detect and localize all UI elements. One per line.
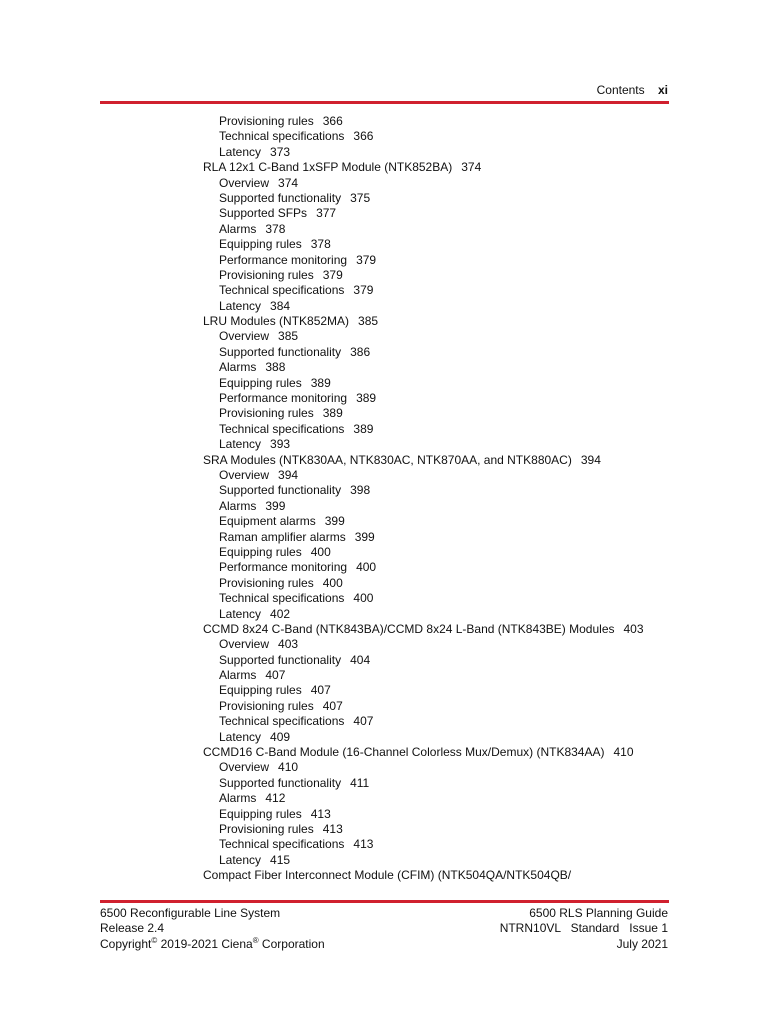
- toc-entry-page: 400: [353, 591, 374, 606]
- table-of-contents: [203, 114, 644, 884]
- toc-entry-title: Supported functionality: [219, 344, 342, 359]
- toc-section-entry[interactable]: [203, 176, 644, 191]
- copyright-years-company: 2019-2021 Ciena: [157, 936, 253, 951]
- toc-entry-title: Provisioning rules: [219, 267, 314, 282]
- toc-entry-title: Technical specifications: [219, 421, 345, 436]
- toc-entry-title: Raman amplifier alarms: [219, 529, 346, 544]
- toc-entry-title: Compact Fiber Interconnect Module (CFIM) (NTK504QA/NTK504QB/: [203, 868, 572, 883]
- footer-left: [100, 906, 325, 952]
- toc-entry-title: Overview: [219, 467, 270, 482]
- footer-rule: [100, 900, 669, 903]
- toc-section-entry[interactable]: [203, 730, 644, 745]
- toc-section-entry[interactable]: [203, 253, 644, 268]
- toc-section-entry[interactable]: [203, 422, 644, 437]
- toc-entry-title: Provisioning rules: [219, 698, 314, 713]
- toc-entry-title: Alarms: [219, 360, 257, 375]
- toc-entry-title: LRU Modules (NTK852MA): [203, 314, 350, 329]
- footer-right: [500, 906, 668, 952]
- toc-entry-page: 413: [353, 837, 374, 852]
- toc-entry-title: Overview: [219, 175, 270, 190]
- toc-entry-title: Equipping rules: [219, 683, 302, 698]
- toc-entry-title: Supported functionality: [219, 652, 342, 667]
- toc-entry-page: 389: [310, 375, 331, 390]
- toc-entry-title: Equipping rules: [219, 375, 302, 390]
- footer-copyright: [100, 937, 325, 952]
- toc-entry-page: 415: [270, 852, 291, 867]
- toc-entry-title: RLA 12x1 C-Band 1xSFP Module (NTK852BA): [203, 160, 453, 175]
- toc-entry-page: 394: [580, 452, 601, 467]
- toc-section-entry[interactable]: [203, 591, 644, 606]
- toc-section-entry[interactable]: [203, 437, 644, 452]
- toc-entry-page: 399: [265, 498, 286, 513]
- toc-entry-title: Supported functionality: [219, 190, 342, 205]
- toc-entry-page: 407: [310, 683, 331, 698]
- toc-section-entry[interactable]: [203, 268, 644, 283]
- toc-chapter-entry[interactable]: [203, 622, 644, 637]
- toc-chapter-entry[interactable]: [203, 160, 644, 175]
- toc-entry-page: 400: [310, 544, 331, 559]
- toc-entry-title: Provisioning rules: [219, 114, 314, 128]
- toc-entry-title: Supported functionality: [219, 775, 342, 790]
- header-rule: [100, 101, 669, 104]
- toc-entry-title: Latency: [219, 298, 262, 313]
- copyright-prefix: Copyright: [100, 936, 152, 951]
- toc-section-entry[interactable]: [203, 530, 644, 545]
- toc-entry-page: 399: [354, 529, 375, 544]
- header-page-number: xi: [657, 83, 668, 97]
- toc-section-entry[interactable]: [203, 191, 644, 206]
- toc-entry-page: 398: [350, 483, 371, 498]
- toc-entry-title: Performance monitoring: [219, 391, 348, 406]
- toc-entry-page: 393: [270, 437, 291, 452]
- toc-chapter-entry[interactable]: [203, 314, 644, 329]
- toc-section-entry[interactable]: [203, 545, 644, 560]
- toc-entry-page: 403: [623, 621, 644, 636]
- toc-entry-page: 374: [278, 175, 299, 190]
- toc-entry-title: SRA Modules (NTK830AA, NTK830AC, NTK870AA, and NTK880AC): [203, 452, 572, 467]
- copyright-symbol: ©: [151, 935, 158, 945]
- toc-entry-title: Supported SFPs: [219, 206, 308, 221]
- toc-section-entry[interactable]: [203, 699, 644, 714]
- toc-section-entry[interactable]: [203, 145, 644, 160]
- toc-entry-title: Provisioning rules: [219, 575, 314, 590]
- toc-entry-title: Latency: [219, 852, 262, 867]
- footer-release: Release 2.4: [100, 921, 165, 936]
- toc-entry-page: 410: [613, 745, 634, 760]
- header-section-label: Contents: [596, 83, 645, 97]
- toc-section-entry[interactable]: [203, 791, 644, 806]
- toc-entry-title: Supported functionality: [219, 483, 342, 498]
- toc-entry-page: 413: [310, 806, 331, 821]
- toc-section-entry[interactable]: [203, 822, 644, 837]
- toc-entry-page: 389: [353, 421, 374, 436]
- toc-section-entry[interactable]: [203, 406, 644, 421]
- toc-section-entry[interactable]: [203, 483, 644, 498]
- toc-entry-title: Latency: [219, 606, 262, 621]
- toc-section-entry[interactable]: [203, 360, 644, 375]
- toc-section-entry[interactable]: [203, 345, 644, 360]
- toc-section-entry[interactable]: [203, 129, 644, 144]
- toc-section-entry[interactable]: [203, 714, 644, 729]
- toc-entry-title: Overview: [219, 329, 270, 344]
- toc-entry-page: 388: [265, 360, 286, 375]
- toc-entry-page: 366: [353, 129, 374, 144]
- toc-entry-title: Equipping rules: [219, 237, 302, 252]
- toc-entry-title: CCMD16 C-Band Module (16-Channel Colorless Mux/Demux) (NTK834AA): [203, 745, 605, 760]
- toc-entry-page: 389: [322, 406, 343, 421]
- toc-entry-title: Alarms: [219, 668, 257, 683]
- toc-section-entry[interactable]: [203, 206, 644, 221]
- toc-entry-page: 379: [322, 267, 343, 282]
- toc-entry-page: 400: [322, 575, 343, 590]
- toc-entry-page: 373: [270, 144, 291, 159]
- toc-entry-title: Provisioning rules: [219, 821, 314, 836]
- toc-entry-page: 366: [322, 114, 343, 128]
- toc-section-entry[interactable]: [203, 283, 644, 298]
- toc-entry-title: Equipment alarms: [219, 514, 316, 529]
- toc-section-entry[interactable]: [203, 222, 644, 237]
- toc-entry-title: Provisioning rules: [219, 406, 314, 421]
- toc-entry-title: Technical specifications: [219, 837, 345, 852]
- toc-entry-title: Technical specifications: [219, 714, 345, 729]
- footer-product: 6500 Reconfigurable Line System: [100, 906, 281, 920]
- registered-symbol: ®: [252, 935, 259, 945]
- toc-entry-title: Technical specifications: [219, 129, 345, 144]
- toc-entry-page: 385: [358, 314, 379, 329]
- toc-section-entry[interactable]: [203, 237, 644, 252]
- toc-entry-page: 404: [350, 652, 371, 667]
- toc-entry-page: 384: [270, 298, 291, 313]
- toc-section-entry[interactable]: [203, 837, 644, 852]
- toc-entry-page: 413: [322, 821, 343, 836]
- toc-entry-page: 402: [270, 606, 291, 621]
- toc-entry-title: Equipping rules: [219, 544, 302, 559]
- toc-section-entry[interactable]: [203, 653, 644, 668]
- toc-section-entry[interactable]: [203, 499, 644, 514]
- toc-section-entry[interactable]: [203, 376, 644, 391]
- toc-entry-page: 379: [356, 252, 377, 267]
- toc-entry-page: 379: [353, 283, 374, 298]
- toc-entry-page: 412: [265, 791, 286, 806]
- copyright-suffix: Corporation: [258, 936, 325, 951]
- toc-section-entry[interactable]: [203, 514, 644, 529]
- toc-entry-page: 410: [278, 760, 299, 775]
- footer-guide-title: 6500 RLS Planning Guide: [529, 906, 668, 920]
- toc-section-entry[interactable]: [203, 853, 644, 868]
- toc-section-entry[interactable]: [203, 668, 644, 683]
- toc-entry-page: 400: [356, 560, 377, 575]
- toc-entry-page: 394: [278, 467, 299, 482]
- footer-date: July 2021: [616, 936, 668, 951]
- toc-section-entry[interactable]: [203, 760, 644, 775]
- toc-entry-title: Latency: [219, 729, 262, 744]
- toc-entry-title: Performance monitoring: [219, 560, 348, 575]
- toc-entry-title: Technical specifications: [219, 283, 345, 298]
- toc-entry-page: 389: [356, 391, 377, 406]
- toc-entry-title: Alarms: [219, 221, 257, 236]
- toc-entry-title: Equipping rules: [219, 806, 302, 821]
- toc-entry-title: Technical specifications: [219, 591, 345, 606]
- toc-entry-page: 385: [278, 329, 299, 344]
- toc-section-entry[interactable]: [203, 637, 644, 652]
- toc-entry-title: Overview: [219, 760, 270, 775]
- toc-entry-title: Latency: [219, 437, 262, 452]
- toc-entry-page: 403: [278, 637, 299, 652]
- toc-entry-title: Performance monitoring: [219, 252, 348, 267]
- toc-entry-page: 409: [270, 729, 291, 744]
- toc-entry-page: 378: [310, 237, 331, 252]
- toc-entry-page: 386: [350, 344, 371, 359]
- toc-entry-page: 374: [461, 160, 482, 175]
- toc-section-entry[interactable]: [203, 776, 644, 791]
- toc-entry-title: Alarms: [219, 498, 257, 513]
- toc-section-entry[interactable]: [203, 114, 644, 129]
- toc-chapter-entry[interactable]: [203, 868, 644, 883]
- toc-section-entry[interactable]: [203, 299, 644, 314]
- toc-section-entry[interactable]: [203, 391, 644, 406]
- toc-section-entry[interactable]: [203, 607, 644, 622]
- toc-section-entry[interactable]: [203, 468, 644, 483]
- toc-section-entry[interactable]: [203, 683, 644, 698]
- toc-entry-page: 411: [350, 775, 370, 790]
- toc-entry-title: CCMD 8x24 C-Band (NTK843BA)/CCMD 8x24 L-Band (NTK843BE) Modules: [203, 621, 615, 636]
- toc-entry-page: 378: [265, 221, 286, 236]
- toc-entry-page: 407: [353, 714, 374, 729]
- toc-entry-page: 407: [265, 668, 286, 683]
- toc-entry-page: 377: [316, 206, 337, 221]
- toc-chapter-entry[interactable]: [203, 745, 644, 760]
- toc-section-entry[interactable]: [203, 807, 644, 822]
- toc-entry-page: 407: [322, 698, 343, 713]
- toc-section-entry[interactable]: [203, 560, 644, 575]
- footer-doc-info: NTRN10VL Standard Issue 1: [499, 921, 668, 936]
- toc-entry-title: Latency: [219, 144, 262, 159]
- toc-section-entry[interactable]: [203, 576, 644, 591]
- toc-chapter-entry[interactable]: [203, 453, 644, 468]
- toc-entry-page: 399: [324, 514, 345, 529]
- toc-entry-title: Overview: [219, 637, 270, 652]
- toc-entry-title: Alarms: [219, 791, 257, 806]
- toc-section-entry[interactable]: [203, 329, 644, 344]
- toc-entry-page: 375: [350, 190, 371, 205]
- page-header: [597, 82, 668, 98]
